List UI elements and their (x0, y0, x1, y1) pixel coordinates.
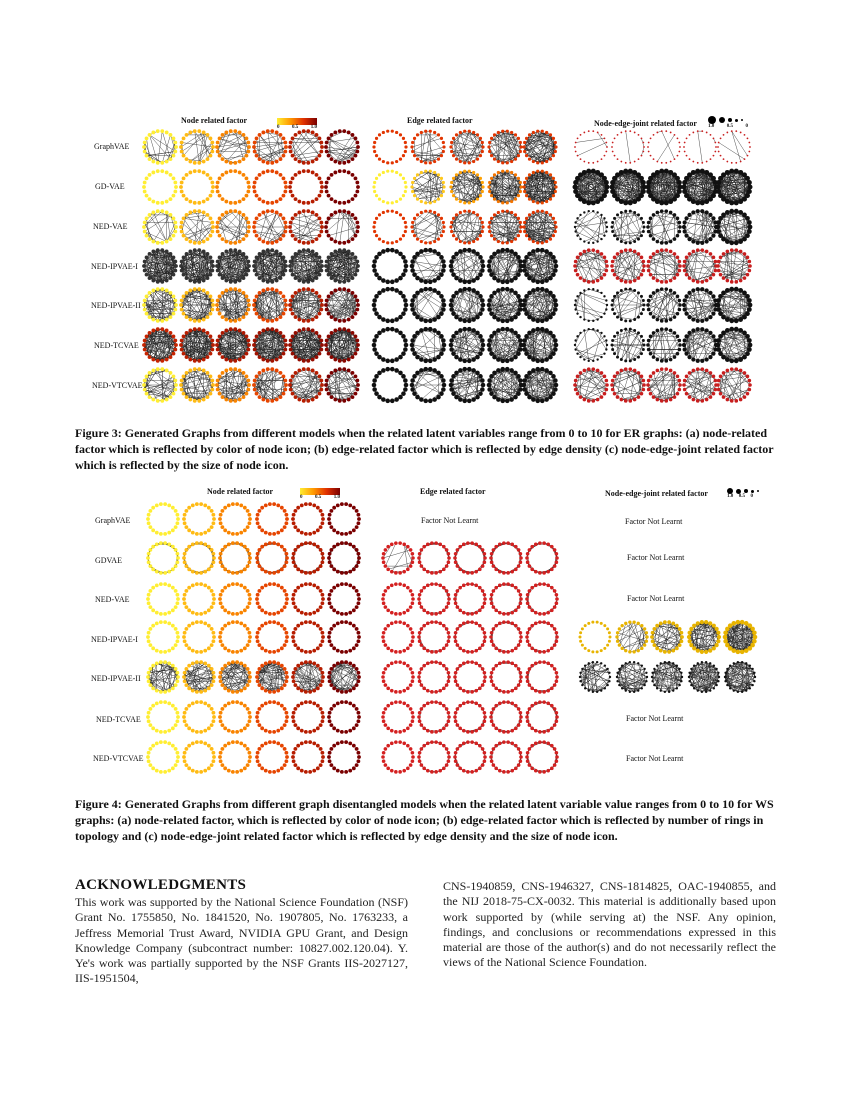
fig3-caption: Figure 3: Generated Graphs from different models when the related latent variables range from 0 to 10 for ER graphs: (a) node-related factor which is reflected by color of node icon; (b) edge-related factor which is reflected by edge density (c) node-edge-joint related factor which is reflected by the size of node icon. (75, 426, 774, 472)
graph-thumbnail (646, 327, 682, 362)
graph-thumbnail (146, 700, 180, 733)
graph-thumbnail (146, 620, 180, 653)
graph-thumbnail (324, 209, 360, 244)
graph-thumbnail (616, 661, 648, 693)
graph-thumbnail (218, 700, 252, 733)
graph-thumbnail (449, 287, 486, 323)
fig3-cbar-tick: 1.0 (310, 125, 317, 130)
graph-thumbnail (252, 248, 288, 283)
fig3-node-title: Node related factor (181, 116, 248, 125)
graph-thumbnail (615, 620, 648, 653)
graph-thumbnail (381, 660, 415, 693)
graph-thumbnail (252, 209, 288, 244)
graph-thumbnail (682, 287, 718, 323)
graph-thumbnail (487, 367, 524, 403)
graph-thumbnail (487, 248, 524, 284)
graph-thumbnail (489, 660, 523, 693)
graph-thumbnail (573, 248, 609, 283)
graph-thumbnail (487, 170, 522, 205)
graph-thumbnail (291, 541, 325, 574)
fig4-row-label: NED-IPVAE-I (91, 635, 138, 644)
graph-thumbnail (688, 661, 720, 693)
graph-thumbnail (682, 327, 718, 363)
fig4-caption: Figure 4: Generated Graphs from different graph disentangled models when the related latent variable value ranges from 0 to 10 for WS graphs: (a) node-related factor, which is reflected by color of node icon; (b) edge-related factor which is reflected by number of rings in topology and (c) node-edge-joint related factor which is reflected by edge density and the size of node icon. (75, 797, 774, 843)
graph-thumbnail (179, 169, 215, 204)
graph-thumbnail (682, 367, 718, 402)
graph-thumbnail (449, 170, 484, 205)
fig3-size-tick: 0 (745, 124, 748, 129)
graph-thumbnail (182, 582, 216, 615)
fig4-cbar-tick: 0 (300, 495, 303, 500)
fig4-cbar-tick: 0.5 (315, 495, 322, 500)
fig3-size-tick: 1.0 (708, 124, 715, 129)
graph-thumbnail (142, 129, 178, 164)
graph-thumbnail (489, 700, 523, 733)
graph-thumbnail (327, 620, 361, 653)
graph-thumbnail (142, 209, 178, 244)
graph-thumbnail (525, 740, 559, 773)
graph-thumbnail (179, 129, 215, 164)
graph-thumbnail (525, 620, 559, 653)
graph-thumbnail (410, 287, 447, 323)
graph-thumbnail (574, 328, 608, 362)
fig4-size-tick: 1.0 (727, 494, 734, 499)
fig4-cbar-tick: 1.0 (333, 495, 340, 500)
fig3-size-tick: 0.5 (726, 124, 733, 129)
graph-thumbnail (372, 287, 409, 323)
graph-thumbnail (611, 288, 646, 323)
graph-thumbnail (682, 248, 718, 283)
graph-thumbnail (573, 367, 609, 402)
fig4-row-label: GraphVAE (95, 516, 131, 525)
graph-thumbnail (291, 620, 325, 653)
graph-thumbnail (327, 582, 361, 615)
graph-thumbnail (288, 129, 324, 164)
graph-thumbnail (449, 130, 484, 165)
graph-thumbnail (610, 169, 647, 206)
graph-thumbnail (255, 660, 289, 693)
graph-thumbnail (288, 367, 324, 402)
graph-thumbnail (179, 248, 215, 283)
graph-thumbnail (453, 700, 487, 733)
fig3-cbar-tick: 0.5 (292, 125, 299, 130)
graph-thumbnail (724, 661, 756, 693)
graph-thumbnail (252, 367, 288, 402)
fig4-size-tick: 0.5 (738, 494, 745, 499)
graph-thumbnail (255, 700, 289, 733)
graph-thumbnail (252, 287, 288, 322)
graph-thumbnail (682, 169, 719, 206)
graph-thumbnail (525, 541, 559, 574)
graph-thumbnail (410, 327, 447, 363)
graph-thumbnail (487, 327, 524, 363)
graph-thumbnail (610, 248, 646, 283)
graph-thumbnail (574, 130, 608, 163)
graph-thumbnail (449, 327, 486, 363)
graph-thumbnail (182, 660, 216, 693)
graph-thumbnail (489, 620, 523, 653)
graph-thumbnail (650, 620, 684, 653)
graph-thumbnail (522, 170, 557, 205)
graph-thumbnail (255, 502, 289, 535)
fig4-not-learnt: Factor Not Learnt (626, 714, 684, 723)
graph-thumbnail (716, 367, 752, 402)
graph-thumbnail (525, 582, 559, 615)
graph-thumbnail (255, 541, 289, 574)
graph-thumbnail (381, 740, 415, 773)
graph-thumbnail (489, 582, 523, 615)
graph-thumbnail (453, 582, 487, 615)
graph-thumbnail (381, 620, 415, 653)
graph-thumbnail (218, 502, 252, 535)
graph-thumbnail (215, 169, 251, 204)
graph-thumbnail (417, 582, 451, 615)
graph-thumbnail (487, 130, 522, 165)
graph-thumbnail (182, 700, 216, 733)
fig3-row-label: NED-VAE (93, 222, 128, 231)
graph-thumbnail (646, 287, 682, 322)
graph-thumbnail (218, 740, 252, 773)
graph-thumbnail (179, 367, 215, 402)
graph-thumbnail (179, 327, 215, 362)
graph-thumbnail (417, 700, 451, 733)
graph-thumbnail (252, 327, 288, 362)
fig3-row-label: GraphVAE (94, 142, 130, 151)
fig3-row-label: NED-TCVAE (94, 341, 139, 350)
graph-thumbnail (215, 367, 251, 402)
graph-thumbnail (291, 660, 325, 693)
acknowledgments-left-text: This work was supported by the National Science Foundation (NSF) Grant No. 1755850, No. 1841520, No. 1907805, No. 1763233, a Jeffress Memorial Trust Award, NVIDIA GPU Grant, and Design Knowledge Company (subcontract number: 10827.002.120.04). Y. Ye's work was partially supported by the NSF Grants IIS-2027127, IIS-1951504, (75, 895, 408, 986)
graph-thumbnail (324, 327, 360, 362)
graph-thumbnail (522, 130, 557, 165)
graph-thumbnail (142, 367, 178, 402)
graph-thumbnail (255, 620, 289, 653)
graph-thumbnail (716, 327, 753, 363)
graph-thumbnail (573, 169, 610, 206)
graph-thumbnail (381, 700, 415, 733)
graph-thumbnail (522, 367, 559, 403)
graph-thumbnail (449, 367, 486, 403)
fig4-not-learnt: Factor Not Learnt (626, 754, 684, 763)
graph-thumbnail (372, 248, 409, 284)
graph-thumbnail (410, 210, 445, 245)
graph-thumbnail (324, 367, 360, 402)
graph-thumbnail (291, 502, 325, 535)
graph-thumbnail (291, 740, 325, 773)
graph-thumbnail (146, 582, 180, 615)
fig4-not-learnt: Factor Not Learnt (627, 553, 685, 562)
fig3-row-label: NED-IPVAE-II (91, 301, 141, 310)
graph-thumbnail (453, 620, 487, 653)
fig3-row-label: GD-VAE (95, 182, 125, 191)
graph-thumbnail (327, 740, 361, 773)
graph-thumbnail (291, 582, 325, 615)
graph-thumbnail (683, 130, 717, 163)
graph-thumbnail (288, 209, 324, 244)
graph-thumbnail (487, 210, 522, 245)
graph-thumbnail (611, 328, 646, 363)
graph-thumbnail (410, 248, 447, 284)
graph-thumbnail (182, 740, 216, 773)
graph-thumbnail (182, 541, 216, 574)
graph-thumbnail (324, 129, 360, 164)
fig4-not-learnt: Factor Not Learnt (627, 594, 685, 603)
graph-thumbnail (252, 129, 288, 164)
graph-thumbnail (574, 288, 608, 322)
graph-thumbnail (611, 210, 646, 245)
graph-thumbnail (218, 620, 252, 653)
graph-thumbnail (288, 327, 324, 362)
graph-thumbnail (716, 287, 753, 323)
graph-thumbnail (372, 170, 407, 205)
graph-thumbnail (449, 210, 484, 245)
fig4-joint-title: Node-edge-joint related factor (605, 489, 708, 498)
graph-thumbnail (579, 621, 612, 654)
acknowledgments-heading: ACKNOWLEDGMENTS (75, 877, 247, 893)
graph-thumbnail (522, 287, 559, 323)
graph-thumbnail (179, 287, 215, 322)
graph-thumbnail (255, 740, 289, 773)
graph-thumbnail (372, 327, 409, 363)
graph-thumbnail (716, 169, 753, 206)
graph-thumbnail (381, 582, 415, 615)
fig3-graph-grid (0, 0, 850, 420)
graph-thumbnail (327, 700, 361, 733)
graph-thumbnail (682, 209, 718, 245)
fig4-node-title: Node related factor (207, 487, 274, 496)
graph-thumbnail (142, 327, 178, 362)
fig4-graph-grid (0, 480, 850, 780)
graph-thumbnail (417, 541, 451, 574)
fig4-size-tick: 0 (750, 494, 753, 499)
graph-thumbnail (146, 502, 180, 535)
graph-thumbnail (288, 248, 324, 283)
graph-thumbnail (646, 248, 682, 283)
graph-thumbnail (522, 248, 559, 284)
graph-thumbnail (324, 248, 360, 283)
graph-thumbnail (453, 740, 487, 773)
graph-thumbnail (218, 660, 252, 693)
graph-thumbnail (646, 169, 683, 206)
fig4-row-label: NED-TCVAE (96, 715, 141, 724)
graph-thumbnail (255, 582, 289, 615)
graph-thumbnail (327, 502, 361, 535)
graph-thumbnail (179, 209, 215, 244)
graph-thumbnail (611, 130, 645, 163)
graph-thumbnail (647, 130, 681, 163)
fig4-not-learnt: Factor Not Learnt (625, 517, 683, 526)
graph-thumbnail (252, 169, 288, 204)
graph-thumbnail (142, 248, 178, 283)
graph-thumbnail (723, 620, 758, 654)
graph-thumbnail (610, 367, 646, 402)
fig3-cbar-tick: 0 (277, 125, 280, 130)
graph-thumbnail (218, 582, 252, 615)
graph-thumbnail (646, 209, 682, 244)
fig3-row-label: NED-VTCVAE (92, 381, 143, 390)
graph-thumbnail (646, 367, 682, 402)
graph-thumbnail (288, 169, 324, 204)
graph-thumbnail (574, 210, 608, 244)
graph-thumbnail (525, 660, 559, 693)
graph-thumbnail (288, 287, 324, 322)
graph-thumbnail (417, 740, 451, 773)
graph-thumbnail (215, 248, 251, 283)
graph-thumbnail (146, 541, 180, 574)
graph-thumbnail (372, 130, 407, 165)
graph-thumbnail (372, 367, 409, 403)
graph-thumbnail (522, 210, 557, 245)
graph-thumbnail (417, 620, 451, 653)
graph-thumbnail (410, 130, 445, 165)
graph-thumbnail (324, 287, 360, 322)
graph-thumbnail (327, 660, 361, 693)
graph-thumbnail (215, 209, 251, 244)
graph-thumbnail (182, 502, 216, 535)
graph-thumbnail (215, 129, 251, 164)
graph-thumbnail (215, 287, 251, 322)
graph-thumbnail (453, 660, 487, 693)
graph-thumbnail (716, 209, 753, 245)
graph-thumbnail (453, 541, 487, 574)
fig4-row-label: GDVAE (95, 556, 122, 565)
graph-thumbnail (372, 210, 407, 245)
graph-thumbnail (146, 740, 180, 773)
graph-thumbnail (327, 541, 361, 574)
graph-thumbnail (687, 620, 721, 654)
graph-thumbnail (410, 170, 445, 205)
graph-thumbnail (651, 661, 683, 693)
graph-thumbnail (215, 327, 251, 362)
graph-thumbnail (716, 248, 752, 283)
graph-thumbnail (489, 740, 523, 773)
fig4-not-learnt: Factor Not Learnt (421, 516, 479, 525)
graph-thumbnail (291, 700, 325, 733)
fig4-row-label: NED-IPVAE-II (91, 674, 141, 683)
graph-thumbnail (410, 367, 447, 403)
graph-thumbnail (417, 660, 451, 693)
graph-thumbnail (525, 700, 559, 733)
graph-thumbnail (146, 660, 180, 693)
graph-thumbnail (449, 248, 486, 284)
graph-thumbnail (717, 130, 751, 163)
graph-thumbnail (142, 287, 178, 322)
graph-thumbnail (522, 327, 559, 363)
acknowledgments-right-text: CNS-1940859, CNS-1946327, CNS-1814825, OAC-1940855, and the NIJ 2018-75-CX-0032. This material is additionally based upon work supported by (while serving at) the NSF. Any opinion, findings, and conclusions or recommendations expressed in this material are those of the author(s) and do not necessarily reflect the views of the National Science Foundation. (443, 879, 776, 970)
fig4-edge-title: Edge related factor (420, 487, 486, 496)
fig4-row-label: NED-VAE (95, 595, 130, 604)
graph-thumbnail (142, 169, 178, 204)
graph-thumbnail (487, 287, 524, 323)
graph-thumbnail (381, 541, 415, 574)
fig4-row-label: NED-VTCVAE (93, 754, 144, 763)
graph-thumbnail (489, 541, 523, 574)
fig3-row-label: NED-IPVAE-I (91, 262, 138, 271)
graph-thumbnail (324, 169, 360, 204)
graph-thumbnail (218, 541, 252, 574)
fig3-joint-title: Node-edge-joint related factor (594, 119, 697, 128)
fig3-edge-title: Edge related factor (407, 116, 473, 125)
graph-thumbnail (182, 620, 216, 653)
graph-thumbnail (579, 661, 611, 693)
